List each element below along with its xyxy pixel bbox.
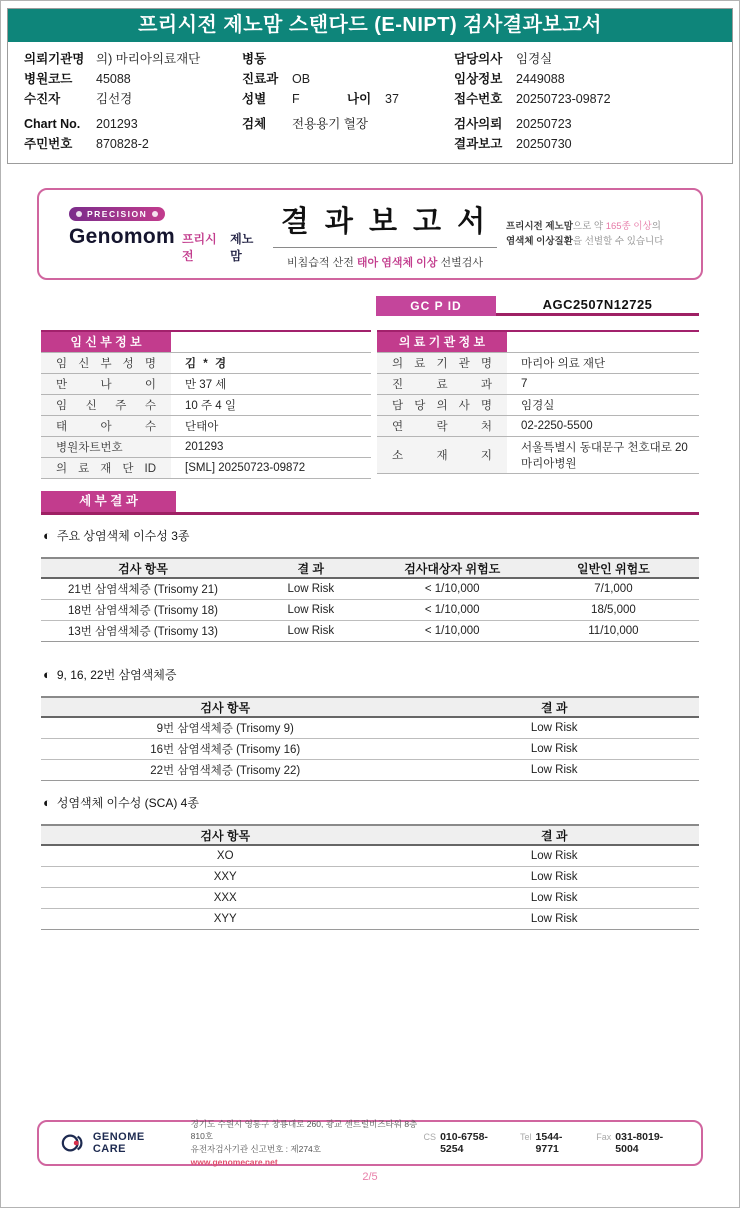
patient-header-block (7, 8, 733, 164)
table-row (41, 353, 371, 374)
website-link[interactable]: www.genomecare.net (190, 1156, 278, 1167)
field-value: 임경실 (516, 52, 553, 66)
row-value: [SML] 20250723-09872 (185, 462, 306, 474)
logo-kr-precision: 프리시전 (181, 232, 217, 263)
table-row (41, 600, 699, 621)
row-label: 소 재 지 (377, 437, 507, 473)
field-resident-no (24, 134, 242, 154)
row-value: 마리아 의료 재단 (521, 358, 606, 370)
footer-contacts (424, 1131, 679, 1155)
table-row (377, 353, 699, 374)
clinic-info-table (377, 330, 699, 479)
note-accent: 165종 이상 (605, 220, 652, 232)
field-value: 2449088 (516, 72, 565, 86)
section1-caption-text: 주요 상염색체 이수성 3종 (56, 529, 190, 543)
doc-subtitle (264, 254, 506, 270)
contact-tel (520, 1131, 580, 1155)
cell-test-item: XO (216, 850, 234, 862)
half-circle-bullet-icon: ◐ (43, 528, 51, 543)
field-patient-name (24, 89, 242, 109)
table-row (41, 909, 699, 930)
column-header: 일반인 위험도 (576, 561, 650, 576)
table-row (41, 395, 371, 416)
table-row (41, 739, 699, 760)
mother-info-table (41, 330, 371, 479)
trisomy-main-table (41, 557, 699, 642)
row-label: 만 나 이 (41, 374, 171, 394)
field-label: Chart No. (24, 117, 81, 131)
cell-result: Low Risk (287, 604, 335, 616)
contact-value: 010-6758-5254 (440, 1131, 488, 1155)
cell-test-item: XXX (213, 892, 237, 904)
table-row (41, 579, 699, 600)
genome-care-logo (61, 1131, 175, 1155)
field-label: 담당의사 (454, 52, 503, 66)
row-value: 단태아 (185, 421, 219, 433)
address-line1: 경기도 수원시 영통구 창룡대로 260, 광교 센트럴비즈타워 8층 810호 (190, 1118, 418, 1142)
column-header: 검사대상자 위험도 (404, 561, 501, 576)
logo-line (69, 225, 264, 264)
field-value: OB (292, 72, 311, 86)
field-value: 김선경 (96, 92, 133, 106)
table-row (41, 621, 699, 642)
cell-result: Low Risk (530, 743, 578, 755)
footer-address (191, 1118, 424, 1169)
note-end2: 을 선별할 수 있습니다 (572, 236, 664, 247)
cell-result: Low Risk (530, 764, 578, 776)
mother-info-title: 임 신 부 정 보 (41, 332, 171, 352)
patient-info-col3 (454, 49, 722, 154)
field-department (242, 69, 454, 89)
column-header: 결 과 (540, 700, 568, 715)
table-row (41, 760, 699, 781)
cell-subject-risk: < 1/10,000 (424, 583, 480, 595)
field-label: 의뢰기관명 (24, 52, 85, 66)
table-row (377, 374, 699, 395)
table-row (41, 458, 371, 479)
note-mid1: 으로 약 (572, 220, 606, 232)
field-label: 결과보고 (454, 137, 503, 151)
contact-label: Fax (596, 1132, 612, 1142)
report-title-bar: 프리시전 제노맘 스탠다드 (E-NIPT) 검사결과보고서 (8, 9, 732, 42)
cell-test-item: 9번 삼염색체증 (Trisomy 9) (156, 723, 294, 735)
field-value: 전용용기 혈장 (292, 117, 368, 131)
table-row (377, 416, 699, 437)
field-hospital-code (24, 69, 242, 89)
page-number: 2/5 (362, 1171, 378, 1183)
cell-result: Low Risk (530, 913, 578, 925)
table-header-row (41, 824, 699, 846)
patient-info-col2 (242, 49, 454, 154)
table-row (41, 374, 371, 395)
field-value: 201293 (96, 117, 138, 131)
genome-care-wordmark: GENOME CARE (92, 1131, 145, 1155)
field-label: 주민번호 (24, 137, 73, 151)
gc-mark-icon (61, 1131, 87, 1155)
field-value: 20250723-09872 (516, 92, 611, 106)
row-label: 연 락 처 (377, 416, 507, 436)
table-row (377, 395, 699, 416)
cell-subject-risk: < 1/10,000 (424, 625, 480, 637)
contact-label: Tel (520, 1132, 532, 1142)
row-value: 7 (521, 378, 528, 390)
badge-dot-icon (152, 211, 158, 217)
field-receipt-no (454, 89, 722, 109)
note-end1: 의 (651, 220, 661, 232)
patient-info-col1 (24, 49, 242, 154)
cell-result: Low Risk (530, 871, 578, 883)
subtitle-post: 선별검사 (437, 256, 483, 269)
sca-table (41, 824, 699, 930)
column-header: 검사 항목 (200, 828, 251, 843)
row-label: 임 신 주 수 (41, 395, 171, 415)
field-value: 의) 마리아의료재단 (96, 52, 201, 66)
row-label: 진 료 과 (377, 374, 507, 394)
note-bold1: 프리시전 제노맘 (506, 220, 573, 232)
field-label: 진료과 (242, 72, 279, 86)
cell-result: Low Risk (287, 625, 335, 637)
results-section-header (41, 491, 699, 515)
field-specimen (242, 114, 454, 134)
field-label: 성별 (242, 92, 267, 106)
cell-population-risk: 7/1,000 (594, 583, 633, 595)
contact-cs (424, 1131, 504, 1155)
info-tables (41, 330, 699, 479)
half-circle-bullet-icon: ◐ (43, 667, 51, 682)
field-requesting-org (24, 49, 242, 69)
cell-result: Low Risk (530, 892, 578, 904)
row-value: 김 * 경 (185, 358, 229, 370)
subtitle-pre: 비침습적 산전 (287, 256, 357, 269)
row-value: 10 주 4 일 (185, 400, 236, 412)
field-value: 20250730 (516, 137, 572, 151)
trisomy-extra-table (41, 696, 699, 781)
cell-population-risk: 18/5,000 (591, 604, 636, 616)
table-row (41, 416, 371, 437)
field-chart-no (24, 114, 242, 134)
field-value: 45088 (96, 72, 131, 86)
cell-test-item: 13번 삼염색체증 (Trisomy 13) (68, 626, 218, 638)
row-value: 서울특별시 동대문구 천호대로 20 마리아병원 (521, 442, 688, 470)
row-label: 태 아 수 (41, 416, 171, 436)
clinic-info-title: 의 료 기 관 정 보 (377, 332, 507, 352)
row-label: 병원차트번호 (41, 437, 171, 457)
cell-population-risk: 11/10,000 (588, 625, 639, 637)
table-row (41, 437, 371, 458)
section2-caption-text: 9, 16, 22번 삼염색체증 (56, 668, 177, 682)
field-clinical-info (454, 69, 722, 89)
field-report-date (454, 134, 722, 154)
field-label: 수진자 (24, 92, 61, 106)
row-value: 02-2250-5500 (521, 420, 593, 432)
section1-caption (43, 527, 739, 544)
column-header: 결 과 (540, 828, 568, 843)
field-label: 검사의뢰 (454, 117, 503, 131)
row-label: 임 신 부 성 명 (41, 353, 171, 373)
badge-dot-icon (76, 211, 82, 217)
table-row (41, 846, 699, 867)
patient-info-grid (8, 42, 732, 163)
half-circle-bullet-icon: ◐ (43, 795, 51, 810)
field-value: 20250723 (516, 117, 572, 131)
genomom-logo (39, 204, 264, 264)
row-value: 임경실 (521, 400, 555, 412)
gcpid-row (376, 296, 699, 316)
field-label: 병원코드 (24, 72, 73, 86)
mother-info-tabrow (41, 332, 371, 353)
table-header-row (41, 696, 699, 718)
table-row (377, 437, 699, 474)
field-value: 37 (385, 92, 399, 106)
field-attending-doctor (454, 49, 722, 69)
subtitle-accent: 태아 염색체 이상 (356, 256, 438, 269)
report-doc-title-block (264, 199, 506, 270)
gcpid-label: GC P ID (376, 296, 496, 316)
field-value: 870828-2 (96, 137, 149, 151)
cell-result: Low Risk (530, 850, 578, 862)
section2-caption (43, 666, 739, 683)
section3-caption (43, 794, 739, 811)
precision-badge-label: PRECISION (87, 209, 148, 219)
cell-test-item: 16번 삼염색체증 (Trisomy 16) (150, 744, 301, 756)
field-label: 병동 (242, 52, 267, 66)
column-header: 결 과 (297, 561, 325, 576)
footer-box (37, 1120, 703, 1166)
row-label: 담 당 의 사 명 (377, 395, 507, 415)
field-label: 접수번호 (454, 92, 503, 106)
row-value: 201293 (185, 441, 224, 453)
cell-test-item: XYY (213, 913, 237, 925)
table-row (41, 867, 699, 888)
brand-note (506, 219, 701, 249)
cell-test-item: 18번 삼염색체증 (Trisomy 18) (68, 605, 218, 617)
cell-result: Low Risk (287, 583, 335, 595)
logo-kr-genomom: 제노맘 (230, 232, 254, 263)
contact-value: 031-8019-5004 (615, 1131, 664, 1155)
field-ward (242, 49, 454, 69)
field-value: F (292, 92, 300, 106)
clinic-info-tabrow (377, 332, 699, 353)
contact-value: 1544-9771 (535, 1131, 563, 1155)
section3-caption-text: 성염색체 이수성 (SCA) 4종 (56, 796, 199, 810)
table-row (41, 888, 699, 909)
row-value: 만 37 세 (185, 379, 227, 391)
contact-fax (596, 1131, 679, 1155)
cell-result: Low Risk (530, 722, 578, 734)
table-header-row (41, 557, 699, 579)
precision-badge (69, 207, 165, 221)
field-order-date (454, 114, 722, 134)
field-label: 나이 (347, 92, 372, 106)
cell-subject-risk: < 1/10,000 (424, 604, 480, 616)
report-brand-box (37, 188, 703, 280)
cell-test-item: 22번 삼염색체증 (Trisomy 22) (150, 765, 301, 777)
column-header: 검사 항목 (118, 561, 168, 576)
table-row (41, 718, 699, 739)
contact-label: CS (423, 1132, 437, 1142)
doc-title: 결 과 보 고 서 (273, 199, 497, 248)
address-line2: 유전자검사기관 신고번호 : 제274호 (190, 1144, 321, 1154)
gcpid-value: AGC2507N12725 (496, 296, 699, 316)
note-bold2: 염색체 이상질환 (506, 236, 573, 247)
field-label: 검체 (242, 117, 267, 131)
cell-test-item: 21번 삼염색체증 (Trisomy 21) (68, 584, 218, 596)
field-sex-age (242, 89, 454, 109)
field-label: 임상정보 (454, 72, 503, 86)
cell-test-item: XXY (213, 871, 237, 883)
row-label: 의 료 재 단 ID (41, 458, 171, 478)
column-header: 검사 항목 (200, 700, 251, 715)
row-label: 의 료 기 관 명 (377, 353, 507, 373)
results-section-title: 세 부 결 과 (41, 491, 176, 512)
logo-wordmark: Genomom (69, 225, 175, 248)
